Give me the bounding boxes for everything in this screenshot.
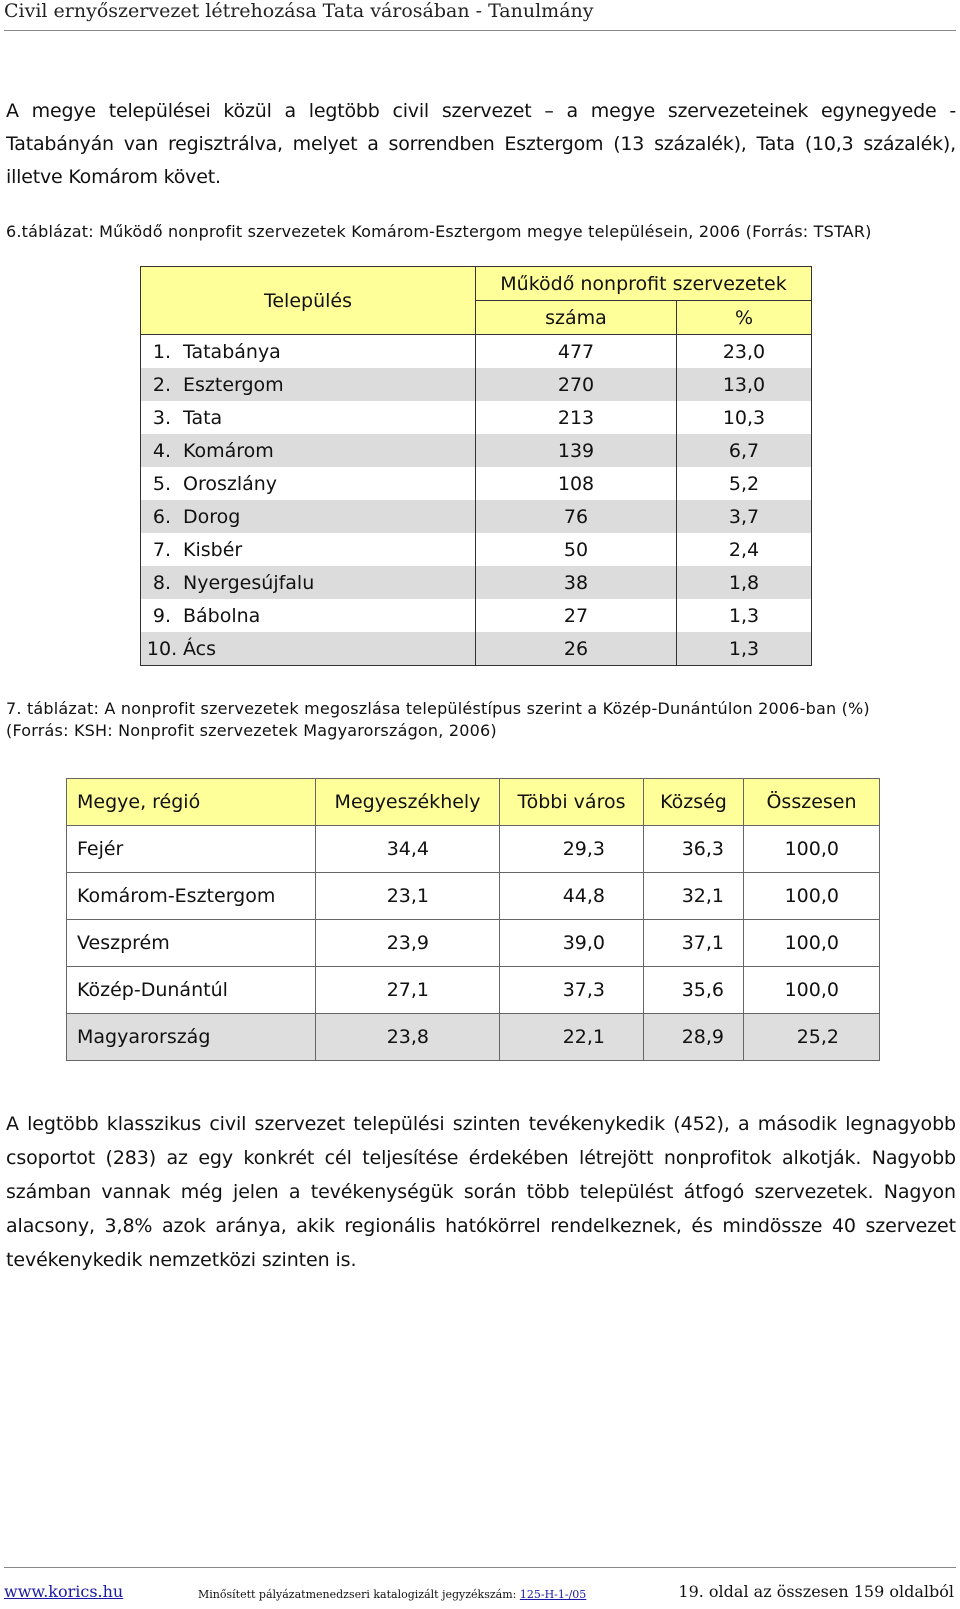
row-rank: 5. [152,472,172,495]
row-value: 23,1 [316,873,500,920]
row-pct: 10,3 [677,401,812,434]
row-count: 76 [476,500,677,533]
row-name: Tata [183,406,223,429]
row-value: 34,4 [316,826,500,873]
footer-catalog-link[interactable]: 125-H-1-/05 [519,1588,587,1601]
row-name: Oroszlány [183,472,278,495]
row-pct: 13,0 [677,368,812,401]
row-rank: 6. [152,505,172,528]
table-header-row [67,779,880,826]
row-value: 37,1 [644,920,744,967]
row-rank: 9. [152,604,172,627]
table-row [67,1014,880,1061]
row-count: 139 [476,434,677,467]
row-name: Komárom [183,439,274,462]
row-value: 23,9 [316,920,500,967]
table-row [141,335,812,369]
row-pct: 23,0 [677,335,812,369]
table-row [141,368,812,401]
table-row [67,826,880,873]
row-value: 29,3 [500,826,644,873]
row-value: 25,2 [744,1014,880,1061]
row-count: 27 [476,599,677,632]
table6-header-szama: száma [476,301,677,335]
row-count: 108 [476,467,677,500]
table-row [141,434,812,467]
intro-paragraph: A megye települései közül a legtöbb civil szervezet – a megye szervezeteinek egynegyede - Tatabányán van regisztrálva, melyet a sorrendben Esztergom (13 százalék), Tata (10,3 százalék), illetve Komárom követ. [6,100,956,188]
row-value: 32,1 [644,873,744,920]
footer-site-link[interactable]: www.korics.hu [4,1582,124,1601]
row-value: 23,8 [316,1014,500,1061]
table6 [140,266,812,666]
row-pct: 1,3 [677,632,812,666]
row-count: 477 [476,335,677,369]
row-rank: 2. [152,373,172,396]
table-row [141,500,812,533]
row-name: Esztergom [183,373,284,396]
table7-header-village: Község [644,779,744,826]
summary-paragraph: A legtöbb klasszikus civil szervezet települési szinten tevékenykedik (452), a második legnagyobb csoportot (283) az egy konkrét cél teljesítése érdekében létrejött nonprofitok alkotják. Nagyobb számban vannak még jelen a tevékenységük során több települést átfogó szervezetek. Nagyon alacsony, 3,8% azok aránya, akik regionális hatókörrel rendelkeznek, és mindössze 40 szervezet tevékenykedik nemzetközi szinten is. [6,1113,956,1271]
row-pct: 6,7 [677,434,812,467]
table-row [141,401,812,434]
row-pct: 2,4 [677,533,812,566]
row-name: Nyergesújfalu [183,571,315,594]
table7-header-seat: Megyeszékhely [316,779,500,826]
row-region: Veszprém [67,920,316,967]
footer-divider [4,1567,956,1568]
row-value: 100,0 [744,920,880,967]
table6-header-group: Működő nonprofit szervezetek [476,267,812,301]
row-region: Fejér [67,826,316,873]
row-pct: 3,7 [677,500,812,533]
table-row [141,632,812,666]
row-pct: 1,3 [677,599,812,632]
row-value: 100,0 [744,826,880,873]
header-divider [4,30,956,31]
row-count: 270 [476,368,677,401]
row-value: 44,8 [500,873,644,920]
table-row [67,873,880,920]
row-value: 28,9 [644,1014,744,1061]
row-count: 50 [476,533,677,566]
table-row [141,533,812,566]
row-rank: 8. [152,571,172,594]
row-name: Ács [183,637,217,660]
row-count: 26 [476,632,677,666]
row-name: Dorog [183,505,241,528]
row-region: Közép-Dunántúl [67,967,316,1014]
row-name: Tatabánya [183,340,281,363]
row-name: Kisbér [183,538,243,561]
table-row [67,967,880,1014]
row-count: 213 [476,401,677,434]
table6-header-telepules: Település [141,267,476,335]
table6-header-pct: % [677,301,812,335]
row-pct: 1,8 [677,566,812,599]
table7-caption: 7. táblázat: A nonprofit szervezetek megoszlása településtípus szerint a Közép-Dunántúlon 2006-ban (%) (Forrás: KSH: Nonprofit szervezetek Magyarországon, 2006) [6,699,870,740]
row-value: 36,3 [644,826,744,873]
row-value: 27,1 [316,967,500,1014]
table-row [141,566,812,599]
table7 [66,778,880,1061]
row-region: Magyarország [67,1014,316,1061]
row-value: 35,6 [644,967,744,1014]
table6-caption: 6.táblázat: Működő nonprofit szervezetek Komárom-Esztergom megye településein, 2006 (Forrás: TSTAR) [6,222,872,241]
row-value: 39,0 [500,920,644,967]
table7-header-other-towns: Többi város [500,779,644,826]
row-value: 100,0 [744,873,880,920]
row-value: 100,0 [744,967,880,1014]
footer-catalog-info [198,1588,586,1601]
row-rank: 3. [152,406,172,429]
row-value: 22,1 [500,1014,644,1061]
row-count: 38 [476,566,677,599]
table-row [141,467,812,500]
document-header-title: Civil ernyőszervezet létrehozása Tata városában - Tanulmány [4,0,594,22]
table-row [67,920,880,967]
table7-header-region: Megye, régió [67,779,316,826]
table7-header-total: Összesen [744,779,880,826]
footer-page-info: 19. oldal az összesen 159 oldalból [678,1582,954,1601]
row-rank: 10. [146,637,178,660]
row-value: 37,3 [500,967,644,1014]
row-pct: 5,2 [677,467,812,500]
row-rank: 7. [152,538,172,561]
footer-catalog-label: Minősített pályázatmenedzseri katalogizált jegyzékszám: [198,1588,520,1601]
table-row [141,599,812,632]
row-region: Komárom-Esztergom [67,873,316,920]
row-name: Bábolna [183,604,261,627]
row-rank: 4. [152,439,172,462]
row-rank: 1. [152,340,172,363]
